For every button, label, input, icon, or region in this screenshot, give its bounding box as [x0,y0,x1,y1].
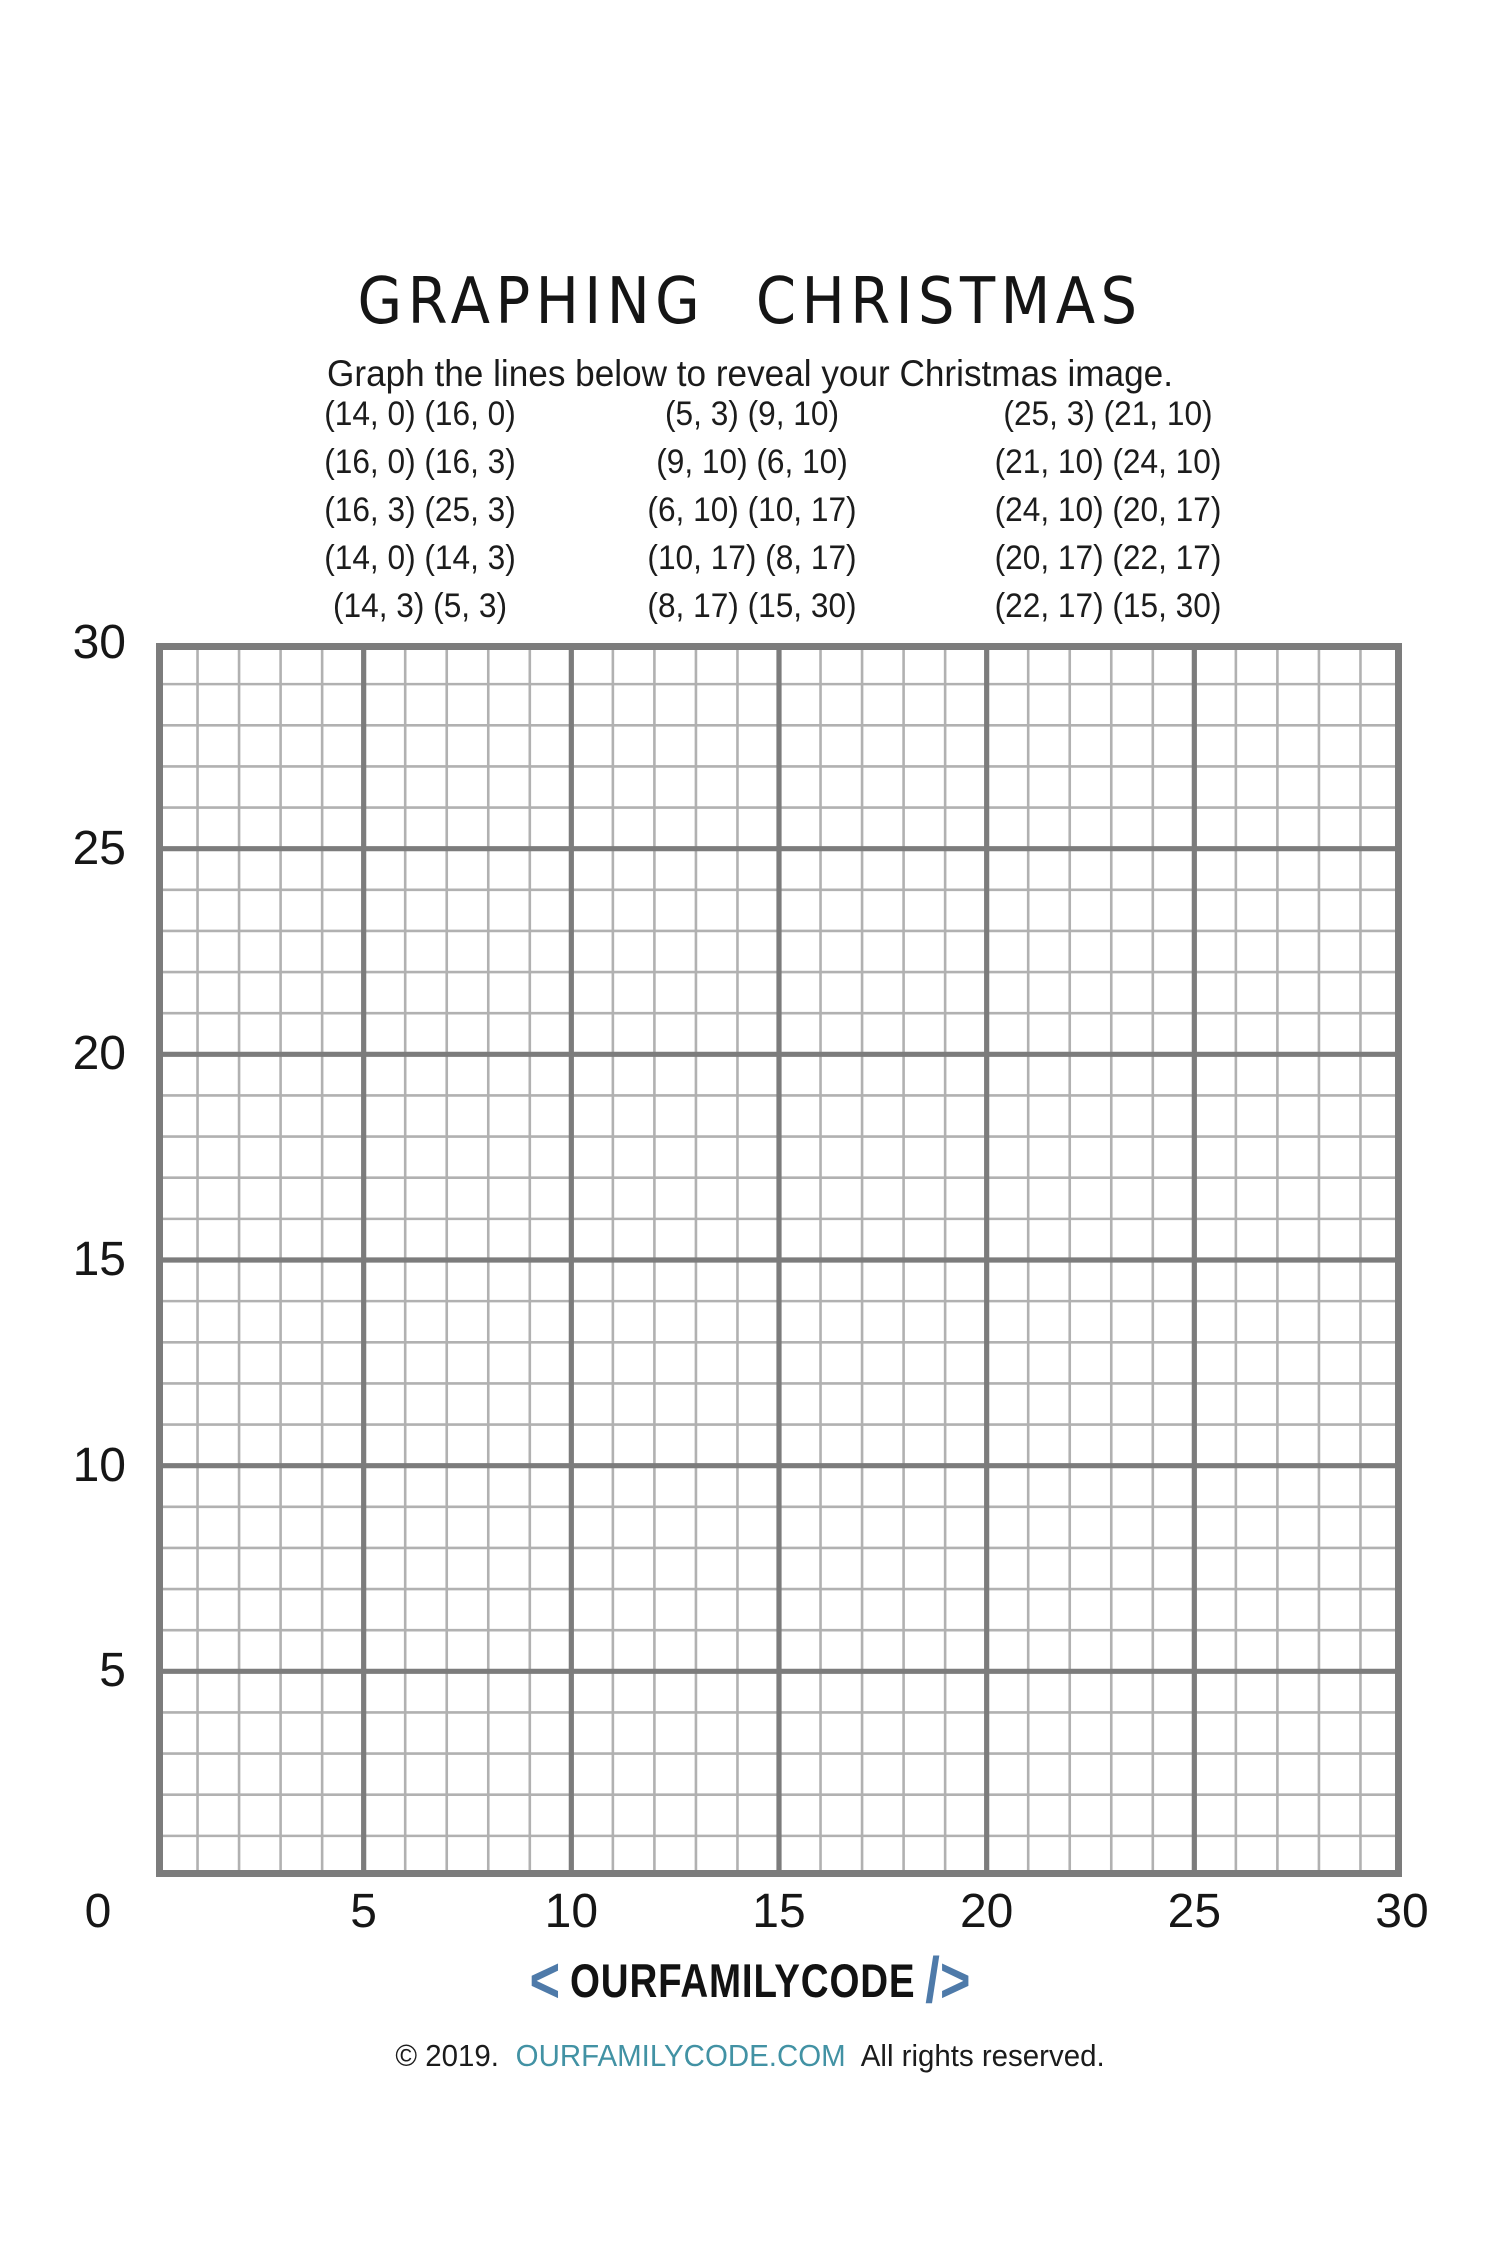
code-open-bracket-icon: < [529,1944,561,2016]
coordinate-pair: (9, 10) (6, 10) [656,443,848,481]
copyright-line [38,2038,1463,2074]
logo-text: OURFAMILYCODE [569,1953,916,2007]
x-axis-label: 5 [350,1885,378,1938]
y-axis-label: 20 [72,1027,126,1081]
coordinate-pair: (14, 0) (14, 3) [324,539,516,577]
origin-label: 0 [84,1885,112,1938]
coordinate-pair: (25, 3) (21, 10) [1003,395,1213,433]
coordinate-pair: (14, 0) (16, 0) [324,395,516,433]
y-axis-label: 30 [72,616,126,669]
coordinate-column-3 [995,390,1222,630]
coordinate-pair: (22, 17) (15, 30) [994,587,1222,625]
copyright-prefix: © 2019. [395,2038,499,2073]
coordinate-column-1 [324,390,516,630]
coordinate-pair: (14, 3) (5, 3) [333,587,507,625]
y-axis-label: 15 [72,1233,126,1286]
coordinate-pair: (16, 3) (25, 3) [324,491,516,529]
coordinate-pair: (6, 10) (10, 17) [647,491,857,529]
copyright-suffix: All rights reserved. [860,2038,1105,2073]
coordinate-pair: (24, 10) (20, 17) [994,491,1222,529]
ourfamilycode-logo [135,1944,1365,2016]
coordinate-pair: (16, 0) (16, 3) [324,443,516,481]
y-axis-label: 5 [99,1644,126,1698]
coordinate-pair: (8, 17) (15, 30) [647,587,857,625]
y-axis-label: 10 [72,1438,126,1492]
x-axis-label: 30 [1375,1885,1429,1938]
coordinate-pair: (10, 17) (8, 17) [647,539,857,577]
code-close-bracket-icon: /> [925,1944,971,2016]
coordinate-grid [156,643,1402,1877]
x-axis-label: 25 [1167,1885,1222,1938]
page-title: GRAPHING CHRISTMAS [357,264,1143,339]
subtitle: Graph the lines below to reveal your Christmas image. [327,353,1173,394]
x-axis-label: 20 [959,1885,1014,1938]
y-axis-label: 25 [72,821,126,875]
coordinate-pair: (20, 17) (22, 17) [994,539,1222,577]
site-link[interactable]: OURFAMILYCODE.COM [515,2038,846,2073]
x-axis-label: 10 [544,1885,599,1938]
x-axis-label: 15 [752,1885,806,1938]
coordinate-pair: (21, 10) (24, 10) [994,443,1222,481]
coordinate-column-2 [647,390,856,630]
coordinate-pair: (5, 3) (9, 10) [665,395,839,433]
